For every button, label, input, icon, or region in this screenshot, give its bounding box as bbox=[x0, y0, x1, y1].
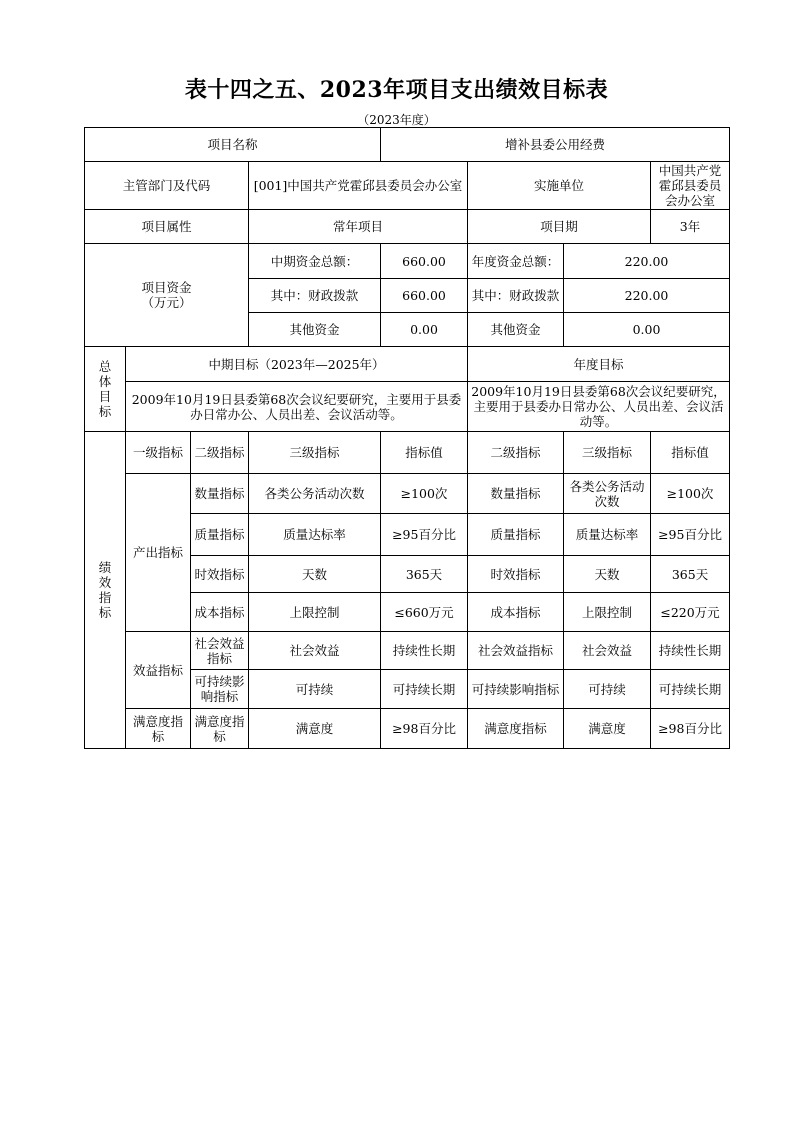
row-l2-b: 时效指标 bbox=[468, 556, 564, 593]
satisfaction-label: 满意度指标 bbox=[126, 709, 191, 749]
row-l2-b: 社会效益指标 bbox=[468, 632, 564, 670]
row-l3: 社会效益 bbox=[249, 632, 381, 670]
row-funds-total bbox=[85, 244, 730, 279]
row-value-b: ≥100次 bbox=[651, 474, 730, 514]
annual-goal-header: 年度目标 bbox=[468, 347, 730, 382]
annual-fiscal-value: 220.00 bbox=[564, 279, 730, 313]
project-name-value: 增补县委公用经费 bbox=[381, 128, 730, 162]
project-name-label: 项目名称 bbox=[85, 128, 381, 162]
year-label: （2023年度） bbox=[357, 113, 436, 127]
table-row bbox=[85, 632, 730, 670]
row-l3: 上限控制 bbox=[249, 593, 381, 632]
row-project-name bbox=[85, 128, 730, 162]
annual-total-value: 220.00 bbox=[564, 244, 730, 279]
annual-total-label: 年度资金总额： bbox=[468, 244, 564, 279]
row-value-b: 持续性长期 bbox=[651, 632, 730, 670]
header-level3-b: 三级指标 bbox=[564, 432, 651, 474]
row-l3: 可持续 bbox=[249, 670, 381, 709]
goals-side-char: 体 bbox=[98, 374, 112, 389]
row-value: ≥95百分比 bbox=[381, 514, 468, 556]
header-level1: 一级指标 bbox=[126, 432, 191, 474]
row-l2: 社会效益指标 bbox=[191, 632, 249, 670]
benefit-label: 效益指标 bbox=[126, 632, 191, 709]
perf-side-char: 绩 bbox=[98, 560, 112, 575]
mid-fiscal-label: 其中：财政拨款 bbox=[249, 279, 381, 313]
row-value: 可持续长期 bbox=[381, 670, 468, 709]
row-l2-b: 成本指标 bbox=[468, 593, 564, 632]
row-l3-b: 可持续 bbox=[564, 670, 651, 709]
output-label: 产出指标 bbox=[126, 474, 191, 632]
annual-other-label: 其他资金 bbox=[468, 313, 564, 347]
row-attribute bbox=[85, 210, 730, 244]
row-value-b: 365天 bbox=[651, 556, 730, 593]
goals-side-char: 总 bbox=[98, 359, 112, 374]
period-value: 3年 bbox=[651, 210, 730, 244]
mid-goal-text: 2009年10月19日县委第68次会议纪要研究，主要用于县委办日常办公、人员出差、会议活动等。 bbox=[126, 382, 468, 432]
perf-side-label bbox=[85, 432, 126, 749]
row-value: ≥100次 bbox=[381, 474, 468, 514]
annual-other-value: 0.00 bbox=[564, 313, 730, 347]
row-value-b: ≥98百分比 bbox=[651, 709, 730, 749]
row-value-b: 可持续长期 bbox=[651, 670, 730, 709]
mid-other-value: 0.00 bbox=[381, 313, 468, 347]
row-l3-b: 上限控制 bbox=[564, 593, 651, 632]
period-label: 项目期 bbox=[468, 210, 651, 244]
mid-fiscal-value: 660.00 bbox=[381, 279, 468, 313]
row-l2: 可持续影响指标 bbox=[191, 670, 249, 709]
attr-label: 项目属性 bbox=[85, 210, 249, 244]
row-l2-b: 满意度指标 bbox=[468, 709, 564, 749]
row-goals-text bbox=[85, 382, 730, 432]
row-l3-b: 社会效益 bbox=[564, 632, 651, 670]
row-l3: 天数 bbox=[249, 556, 381, 593]
header-level2-b: 二级指标 bbox=[468, 432, 564, 474]
table-row bbox=[85, 709, 730, 749]
row-l3-b: 满意度 bbox=[564, 709, 651, 749]
row-l3: 各类公务活动次数 bbox=[249, 474, 381, 514]
mid-total-value: 660.00 bbox=[381, 244, 468, 279]
page-title: 表十四之五、2023年项目支出绩效目标表 bbox=[184, 77, 609, 103]
row-value: ≥98百分比 bbox=[381, 709, 468, 749]
perf-side-char: 标 bbox=[98, 605, 112, 620]
annual-goal-text: 2009年10月19日县委第68次会议纪要研究，主要用于县委办日常办公、人员出差、会议活动等。 bbox=[468, 382, 730, 432]
row-l2-b: 可持续影响指标 bbox=[468, 670, 564, 709]
row-l3-b: 天数 bbox=[564, 556, 651, 593]
row-value-b: ≥95百分比 bbox=[651, 514, 730, 556]
row-l2-b: 质量指标 bbox=[468, 514, 564, 556]
funds-label bbox=[85, 244, 249, 347]
perf-side-char: 指 bbox=[98, 590, 112, 605]
row-department bbox=[85, 162, 730, 210]
goals-side-char: 目 bbox=[98, 389, 112, 404]
row-value-b: ≤220万元 bbox=[651, 593, 730, 632]
dept-label: 主管部门及代码 bbox=[85, 162, 249, 210]
funds-label-line2: （万元） bbox=[141, 295, 192, 310]
goals-side-char: 标 bbox=[98, 404, 112, 419]
row-l2-b: 数量指标 bbox=[468, 474, 564, 514]
mid-other-label: 其他资金 bbox=[249, 313, 381, 347]
row-l2: 满意度指标 bbox=[191, 709, 249, 749]
row-l2: 质量指标 bbox=[191, 514, 249, 556]
row-value: 持续性长期 bbox=[381, 632, 468, 670]
header-value-b: 指标值 bbox=[651, 432, 730, 474]
row-l3-b: 质量达标率 bbox=[564, 514, 651, 556]
impl-value: 中国共产党霍邱县委员会办公室 bbox=[651, 162, 730, 210]
funds-label-line1: 项目资金 bbox=[141, 280, 192, 295]
row-value: ≤660万元 bbox=[381, 593, 468, 632]
row-l3-b: 各类公务活动次数 bbox=[564, 474, 651, 514]
attr-value: 常年项目 bbox=[249, 210, 468, 244]
mid-total-label: 中期资金总额： bbox=[249, 244, 381, 279]
row-l3: 满意度 bbox=[249, 709, 381, 749]
table-row bbox=[85, 474, 730, 514]
row-l3: 质量达标率 bbox=[249, 514, 381, 556]
row-value: 365天 bbox=[381, 556, 468, 593]
header-value: 指标值 bbox=[381, 432, 468, 474]
annual-fiscal-label: 其中：财政拨款 bbox=[468, 279, 564, 313]
dept-value: [001]中国共产党霍邱县委员会办公室 bbox=[249, 162, 468, 210]
mid-goal-header: 中期目标（2023年—2025年） bbox=[126, 347, 468, 382]
row-l2: 数量指标 bbox=[191, 474, 249, 514]
row-perf-header bbox=[85, 432, 730, 474]
goals-side-label bbox=[85, 347, 126, 432]
perf-side-char: 效 bbox=[98, 575, 112, 590]
performance-table bbox=[84, 127, 730, 749]
impl-label: 实施单位 bbox=[468, 162, 651, 210]
row-l2: 成本指标 bbox=[191, 593, 249, 632]
header-level3: 三级指标 bbox=[249, 432, 381, 474]
row-goals-header bbox=[85, 347, 730, 382]
header-level2: 二级指标 bbox=[191, 432, 249, 474]
row-l2: 时效指标 bbox=[191, 556, 249, 593]
